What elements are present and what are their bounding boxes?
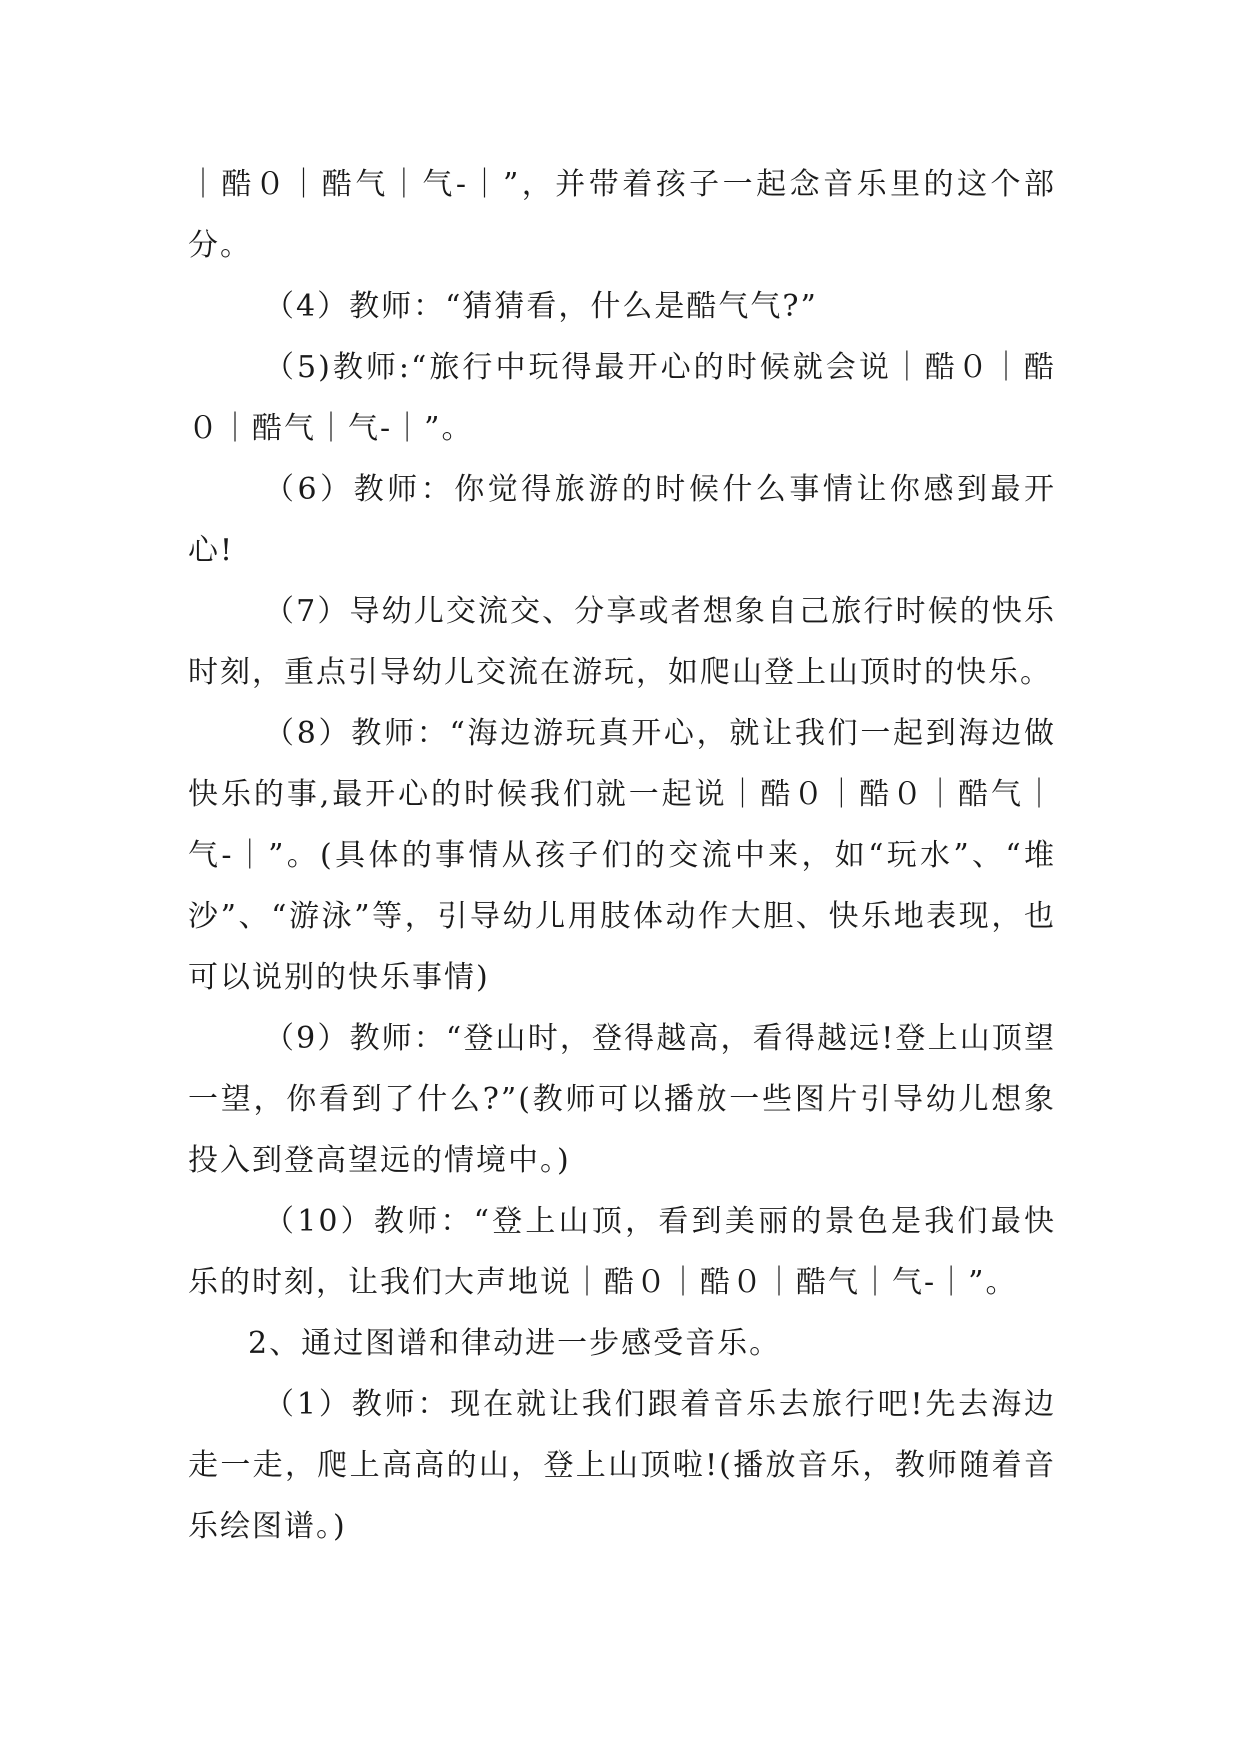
- paragraph-7: （10）教师：“登上山顶，看到美丽的景色是我们最快乐的时刻，让我们大声地说｜酷０｜酷０｜酷气｜气-｜”。: [188, 1204, 1056, 1300]
- paragraph-3: （6）教师：你觉得旅游的时候什么事情让你感到最开心!: [188, 472, 1056, 568]
- paragraph-2: （5)教师:“旅行中玩得最开心的时候就会说｜酷０｜酷０｜酷气｜气-｜”。: [188, 350, 1056, 446]
- paragraph-6: （9）教师：“登山时，登得越高，看得越远!登上山顶望一望，你看到了什么?”(教师可以播放一些图片引导幼儿想象投入到登高望远的情境中。): [188, 1021, 1056, 1178]
- paragraph-8: 2、通过图谱和律动进一步感受音乐。: [248, 1326, 782, 1361]
- paragraph-9: （1）教师：现在就让我们跟着音乐去旅行吧!先去海边走一走，爬上高高的山，登上山顶啦!(播放音乐，教师随着音乐绘图谱。): [188, 1387, 1056, 1544]
- paragraph-5: （8）教师：“海边游玩真开心，就让我们一起到海边做快乐的事,最开心的时候我们就一起说｜酷０｜酷０｜酷气｜气-｜”。(具体的事情从孩子们的交流中来，如“玩水”、“堆沙”、“游泳”等，引导幼儿用肢体动作大胆、快乐地表现，也可以说别的快乐事情): [188, 716, 1056, 995]
- paragraph-1: （4）教师：“猜猜看，什么是酷气气?”: [264, 289, 818, 324]
- document-page: [188, 154, 1056, 1557]
- paragraph-4: （7）导幼儿交流交、分享或者想象自己旅行时候的快乐时刻，重点引导幼儿交流在游玩，如爬山登上山顶时的快乐。: [188, 594, 1056, 690]
- paragraph-0: ｜酷０｜酷气｜气-｜”，并带着孩子一起念音乐里的这个部分。: [188, 167, 1056, 263]
